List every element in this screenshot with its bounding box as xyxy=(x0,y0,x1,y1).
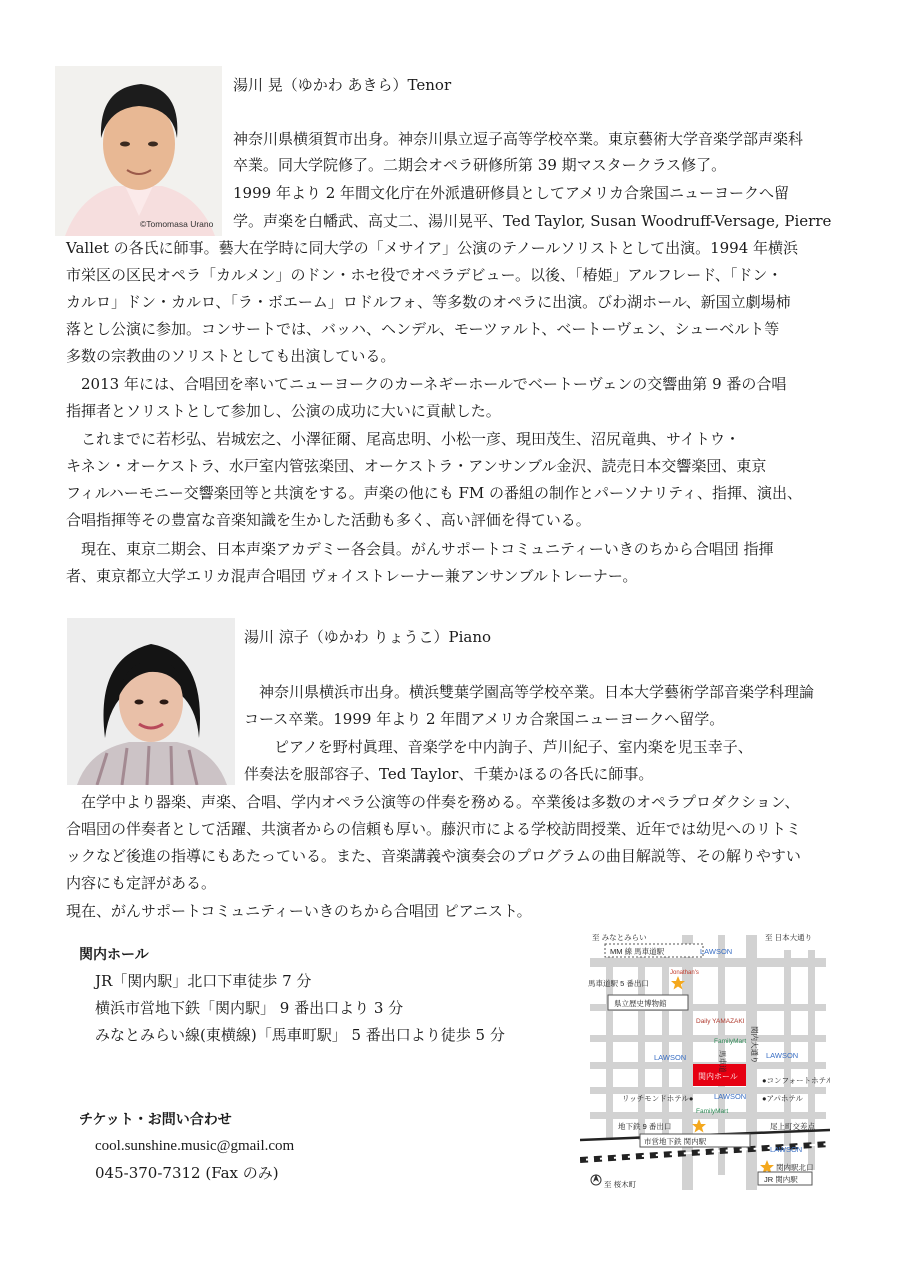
contact-fax: 045-370-7312 (Fax のみ) xyxy=(95,1164,279,1182)
map-label-kannai-odori: 関内大通り xyxy=(750,1026,759,1064)
map-label-familymart: FamilyMart xyxy=(714,1038,747,1045)
tenor-bio-line: 多数の宗教曲のソリストとしても出演している。 xyxy=(66,347,396,365)
contact-email[interactable]: cool.sunshine.music@gmail.com xyxy=(95,1138,295,1154)
tenor-bio-line: キネン・オーケストラ、水戸室内管弦楽団、オーケストラ・アンサンブル金沢、読売日本交響楽団、東京 xyxy=(66,457,767,475)
map-label-comfort-hotel: ●コンフォートホテル xyxy=(762,1076,830,1085)
tenor-photo xyxy=(55,66,222,236)
map-label-richmond-hotel: リッチモンドホテル● xyxy=(622,1094,694,1103)
map-label-lawson: LAWSON xyxy=(700,947,733,956)
tenor-bio-line: 現在、東京二期会、日本声楽アカデミー各会員。がんサポートコミュニティーいきのちから合唱団 指揮 xyxy=(66,540,774,558)
tenor-bio-line: 市栄区の区民オペラ「カルメン」のドン・ホセ役でオペラデビュー。以後、「椿姫」アルフレード、「ドン・ xyxy=(66,266,783,284)
piano-bio-line: 伴奏法を服部容子、Ted Taylor、千葉かほるの各氏に師事。 xyxy=(244,765,654,783)
map-svg xyxy=(580,930,830,1195)
map-label-lawson-5: LAWSON xyxy=(770,1145,803,1154)
map-label-lawson-3: LAWSON xyxy=(766,1051,799,1060)
map-label-lawson-2: LAWSON xyxy=(654,1053,687,1062)
venue-access-jr: JR「関内駅」北口下車徒歩 7 分 xyxy=(95,972,312,990)
map-label-onoe-crossing: 尾上町交差点 xyxy=(770,1122,815,1131)
tenor-bio-line: フィルハーモニー交響楽団等と共演をする。声楽の他にも FM の番組の制作とパーソナリティ、指揮、演出、 xyxy=(66,484,802,502)
map-label-lawson-4: LAWSON xyxy=(714,1092,747,1101)
map-label-subway-station: 市営地下鉄 関内駅 xyxy=(644,1137,707,1146)
tenor-bio-line: 落とし公演に参加。コンサートでは、バッハ、ヘンデル、モーツァルト、ベートーヴェン、シューベルト等 xyxy=(66,320,780,338)
contact-title: チケット・お問い合わせ xyxy=(79,1112,232,1128)
tenor-bio-line: Vallet の各氏に師事。藝大在学時に同大学の「メサイア」公演のテノールソリストとして出演。1994 年横浜 xyxy=(66,239,799,257)
piano-bio-line: 在学中より器楽、声楽、合唱、学内オペラ公演等の伴奏を務める。卒業後は多数のオペラプロダクション、 xyxy=(66,793,800,811)
tenor-name: 湯川 晃（ゆかわ あきら）Tenor xyxy=(233,76,452,94)
map-label-familymart-2: FamilyMart xyxy=(696,1108,729,1115)
tenor-bio-line: 卒業。同大学院修了。二期会オペラ研修所第 39 期マスタークラス修了。 xyxy=(233,156,727,174)
photo-credit: ©Tomomasa Urano xyxy=(140,219,214,229)
piano-bio-line: 神奈川県横浜市出身。横浜雙葉学園高等学校卒業。日本大学藝術学部音楽学科理論 xyxy=(244,683,815,701)
venue-access-mm: みなとみらい線(東横線)「馬車町駅」 5 番出口より徒歩 5 分 xyxy=(95,1026,505,1044)
piano-bio-line: コース卒業。1999 年より 2 年間アメリカ合衆国ニューヨークへ留学。 xyxy=(244,710,725,728)
tenor-portrait-illustration xyxy=(55,66,222,236)
tenor-bio-line: カルロ」ドン・カルロ、「ラ・ボエーム」ロドルフォ、等多数のオペラに出演。びわ湖ホール、新国立劇場柿 xyxy=(66,293,791,311)
piano-bio-line: 合唱団の伴奏者として活躍、共演者からの信頼も厚い。藤沢市による学校訪問授業、近年では幼児へのリトミ xyxy=(66,820,802,838)
map-label-daily-yamazaki: Daily YAMAZAKI xyxy=(696,1018,745,1025)
piano-bio-line: ピアノを野村眞理、音楽学を中内詢子、芦川紀子、室内楽を児玉幸子、 xyxy=(244,738,753,756)
tenor-bio-line: 神奈川県横須賀市出身。神奈川県立逗子高等学校卒業。東京藝術大学音楽学部声楽科 xyxy=(233,130,804,148)
map-label-jr-kannai: JR 関内駅 xyxy=(764,1175,798,1184)
tenor-bio-line: これまでに若杉弘、岩城宏之、小澤征爾、尾高忠明、小松一彦、現田茂生、沼尻竜典、サイトウ・ xyxy=(66,430,740,448)
tenor-bio-line: 者、東京都立大学エリカ混声合唱団 ヴォイストレーナー兼アンサンブルトレーナー。 xyxy=(66,567,638,585)
tenor-bio-line: 指揮者とソリストとして参加し、公演の成功に大いに貢献した。 xyxy=(66,402,501,420)
map-label-to-nihon-odori: 至 日本大通り xyxy=(765,933,813,942)
map-label-museum: 県立歴史博物館 xyxy=(614,999,667,1008)
piano-photo xyxy=(67,618,235,785)
map-label-to-sakuragicho: 至 桜木町 xyxy=(604,1180,637,1189)
map-label-hall: 関内ホール xyxy=(698,1072,738,1081)
piano-portrait-illustration xyxy=(67,618,235,785)
tenor-bio-line: 2013 年には、合唱団を率いてニューヨークのカーネギーホールでベートーヴェンの交響曲第 9 番の合唱 xyxy=(66,375,787,393)
access-map xyxy=(580,930,830,1195)
tenor-bio-line: 合唱指揮等その豊富な音楽知識を生かした活動も多く、高い評価を得ている。 xyxy=(66,511,591,529)
piano-bio-line: 内容にも定評がある。 xyxy=(66,874,217,892)
map-label-to-minatomirai: 至 みなとみらい xyxy=(592,933,647,942)
map-label-bashamichi-street: 馬車道 xyxy=(718,1050,727,1073)
map-label-jonathans: Jonathan's xyxy=(670,970,699,976)
piano-name: 湯川 涼子（ゆかわ りょうこ）Piano xyxy=(244,628,492,646)
venue-access-subway: 横浜市営地下鉄「関内駅」 9 番出口より 3 分 xyxy=(95,999,404,1017)
map-label-bashamichi-exit: 馬車道駅 5 番出口 xyxy=(588,979,649,988)
venue-title: 関内ホール xyxy=(79,947,149,963)
piano-bio-line: 現在、がんサポートコミュニティーいきのちから合唱団 ピアニスト。 xyxy=(66,902,532,920)
map-label-apa-hotel: ●アパホテル xyxy=(762,1094,804,1103)
tenor-bio-line: 1999 年より 2 年間文化庁在外派遣研修員としてアメリカ合衆国ニューヨークへ留 xyxy=(233,184,789,202)
map-label-mm-line: MM 線 馬車道駅 xyxy=(610,947,665,956)
tenor-bio-line: 学。声楽を白幡武、高丈二、湯川晃平、Ted Taylor, Susan Woodruff-Versage, Pierre xyxy=(233,212,832,230)
map-label-kannai-north: 関内駅北口 xyxy=(776,1163,814,1172)
map-label-subway-exit: 地下鉄 9 番出口 xyxy=(618,1122,672,1131)
piano-bio-line: ックなど後進の指導にもあたっている。また、音楽講義や演奏会のプログラムの曲目解説等、その解りやすい xyxy=(66,847,801,865)
